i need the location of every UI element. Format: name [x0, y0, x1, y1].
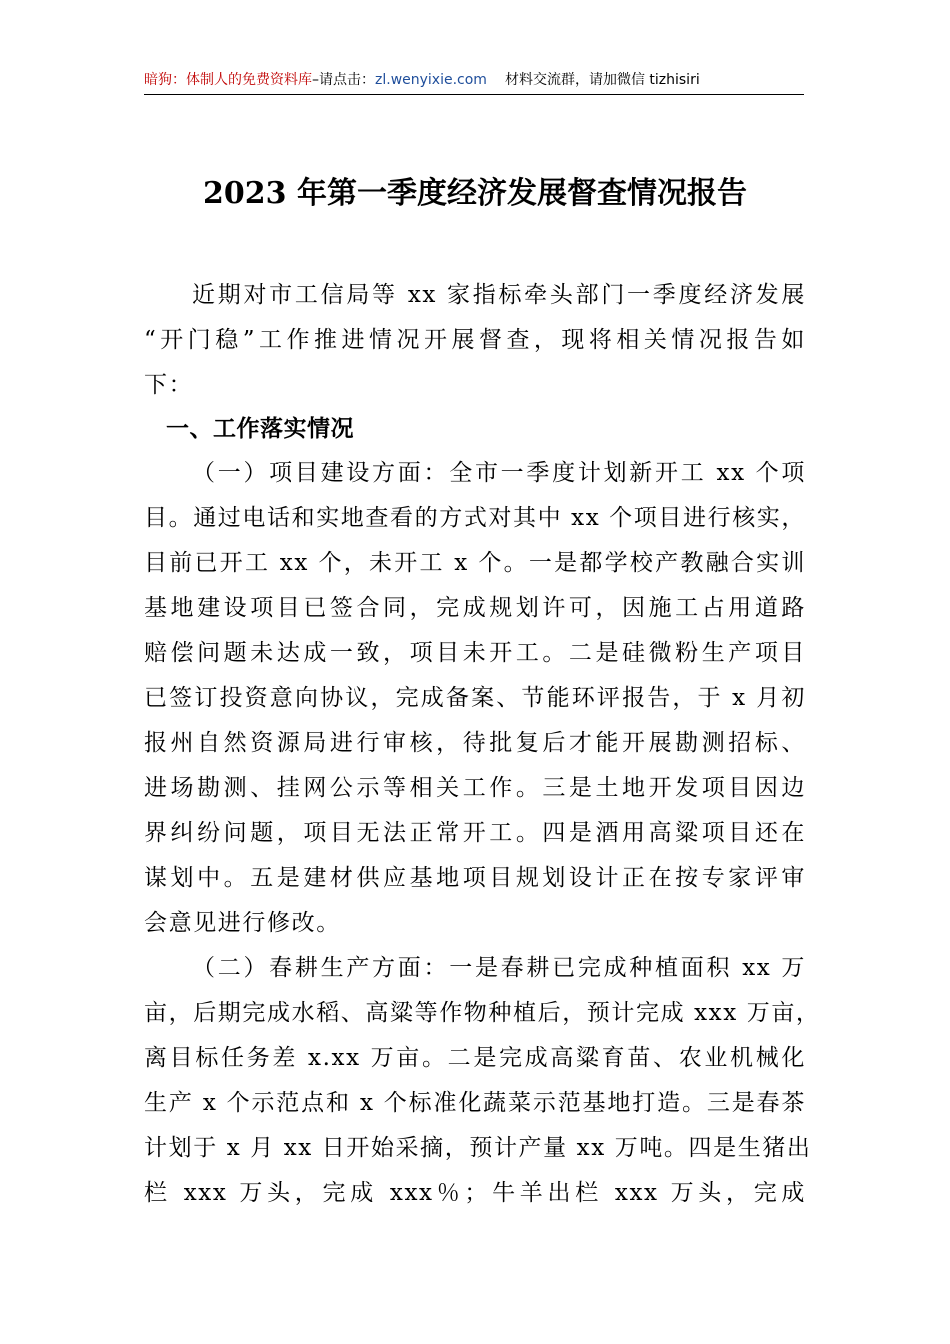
paragraph-line: （一）项目建设方面：全市一季度计划新开工 xx 个项: [192, 460, 806, 486]
paragraph-line: 赔偿问题未达成一致，项目未开工。二是硅微粉生产项目: [144, 640, 806, 666]
paragraph-line: 已签订投资意向协议，完成备案、节能环评报告，于 x 月初: [144, 685, 806, 711]
document-header: [144, 68, 804, 95]
paragraph-line: 目。通过电话和实地查看的方式对其中 xx 个项目进行核实，: [144, 505, 806, 531]
paragraph-line: 界纠纷问题，项目无法正常开工。四是酒用高粱项目还在: [144, 820, 806, 846]
paragraph-line: 进场勘测、挂网公示等相关工作。三是土地开发项目因边: [144, 775, 806, 801]
paragraph-line: 生产 x 个示范点和 x 个标准化蔬菜示范基地打造。三是春茶: [144, 1090, 806, 1116]
header-url-link[interactable]: zl.wenyixie.com: [375, 72, 487, 88]
paragraph-line: 基地建设项目已签合同，完成规划许可，因施工占用道路: [144, 595, 806, 621]
section-heading: 一、工作落实情况: [166, 416, 354, 442]
paragraph-line: 下：: [144, 372, 194, 398]
paragraph-line: 近期对市工信局等 xx 家指标牵头部门一季度经济发展: [192, 282, 806, 308]
paragraph-line: （二）春耕生产方面：一是春耕已完成种植面积 xx 万: [192, 955, 806, 981]
paragraph-line: 谋划中。五是建材供应基地项目规划设计正在按专家评审: [144, 865, 806, 891]
header-site-name: 暗狗：体制人的免费资料库: [144, 72, 312, 88]
paragraph-line: 报州自然资源局进行审核，待批复后才能开展勘测招标、: [144, 730, 806, 756]
paragraph-line: 目前已开工 xx 个，未开工 x 个。一是都学校产教融合实训: [144, 550, 806, 576]
header-wechat-note: 材料交流群，请加微信 tizhisiri: [504, 72, 700, 88]
document-title: 2023 年第一季度经济发展督查情况报告: [203, 176, 747, 211]
header-click-prefix: –请点击：: [312, 72, 375, 88]
paragraph-line: 会意见进行修改。: [144, 910, 341, 936]
paragraph-line: 计划于 x 月 xx 日开始采摘，预计产量 xx 万吨。四是生猪出: [144, 1135, 812, 1161]
paragraph-line: 栏 xxx 万头，完成 xxx％；牛羊出栏 xxx 万头，完成: [144, 1180, 806, 1206]
paragraph-line: 亩，后期完成水稻、高粱等作物种植后，预计完成 xxx 万亩，: [144, 1000, 821, 1026]
paragraph-line: “开门稳”工作推进情况开展督查，现将相关情况报告如: [144, 327, 806, 353]
paragraph-line: 离目标任务差 x.xx 万亩。二是完成高粱育苗、农业机械化: [144, 1045, 806, 1071]
